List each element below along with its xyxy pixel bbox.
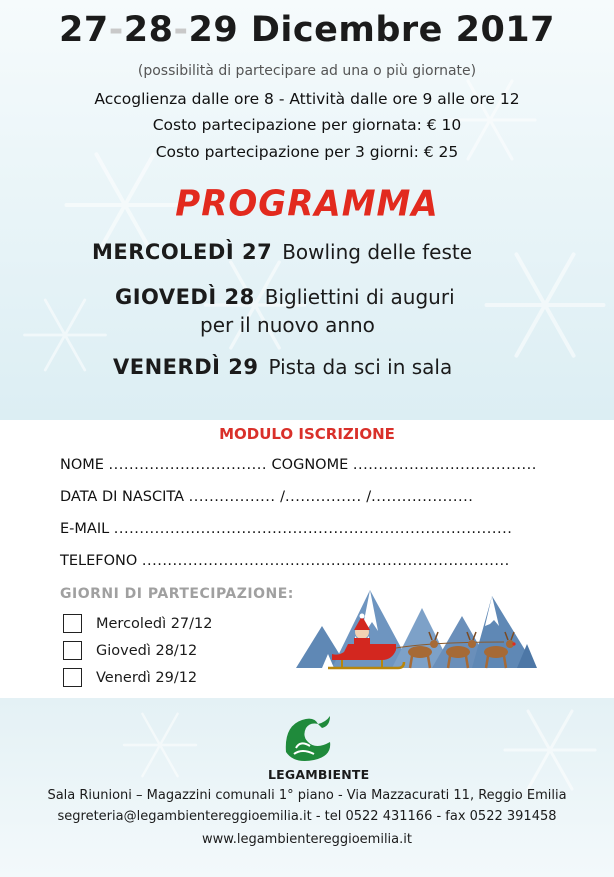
legambiente-swan-logo [280,712,336,764]
hours-info: Accoglienza dalle ore 8 - Attività dalle ore 9 alle ore 12 [94,90,520,108]
cost-three-days: Costo partecipazione per 3 giorni: € 25 [155,143,459,161]
date-dash: - [173,10,189,50]
email-field[interactable]: .............................................................................. [113,521,513,537]
day-option-giovedi[interactable] [63,641,197,660]
snowflake-icon [20,290,110,380]
birthdate-row [60,489,473,505]
website-link[interactable]: www.legambientereggioemilia.it [202,832,412,847]
program-title: PROGRAMMA [175,183,439,225]
cognome-field[interactable]: .................................... [352,457,537,473]
address-line: Sala Riunioni – Magazzini comunali 1° piano - Via Mazzacurati 11, Reggio Emilia [47,788,567,803]
nascita-label: DATA DI NASCITA [60,489,185,505]
telefono-label: TELEFONO [60,553,138,569]
checkbox-icon[interactable] [63,614,82,633]
date-day-1: 27 [58,10,109,50]
date-dash: - [108,10,124,50]
contacts-line[interactable]: segreteria@legambientereggioemilia.it - tel 0522 431166 - fax 0522 391458 [57,809,557,824]
day-option-mercoledi[interactable] [63,614,213,633]
program-day: VENERDÌ 29 [113,355,259,379]
program-day: GIOVEDÌ 28 [115,285,255,309]
program-activity: Bowling delle feste [282,240,473,264]
cost-per-day: Costo partecipazione per giornata: € 10 [152,116,462,134]
snowflake-icon [500,700,600,800]
day-option-label: Giovedì 28/12 [96,642,198,659]
subtitle: (possibilità di partecipare ad una o più giornate) [137,63,477,79]
nome-field[interactable]: ............................... [108,457,267,473]
date-day-2: 28 [123,10,174,50]
birth-year-field[interactable]: .................... [371,489,474,505]
checkbox-icon[interactable] [63,668,82,687]
program-item [115,285,455,309]
legambiente-logo [268,712,370,790]
days-label: GIORNI DI PARTECIPAZIONE: [60,586,294,602]
program-item [92,240,472,264]
nome-label: NOME [60,457,104,473]
day-option-label: Venerdì 29/12 [96,669,198,686]
program-activity-line2: per il nuovo anno [200,313,375,337]
name-row [60,457,537,473]
birth-month-field[interactable]: ............... [285,489,362,505]
day-option-venerdi[interactable] [63,668,197,687]
birth-day-field[interactable]: ................. [188,489,276,505]
snowflake-icon [480,240,610,370]
program-activity: Bigliettini di auguri [264,285,455,309]
program-activity: Pista da sci in sala [268,355,453,379]
event-dates [0,10,614,50]
program-day: MERCOLEDÌ 27 [92,240,273,264]
form-title: MODULO ISCRIZIONE [219,425,395,443]
santa-sleigh-illustration [292,586,542,686]
email-row [60,521,512,537]
telefono-field[interactable]: ........................................................................ [141,553,510,569]
date-slash: / [366,489,372,505]
day-option-label: Mercoledì 27/12 [96,615,213,632]
date-rest: 29 Dicembre 2017 [188,10,556,50]
org-name: LEGAMBIENTE [268,767,370,782]
snowflake-icon [120,705,200,785]
date-slash: / [280,489,286,505]
email-label: E-MAIL [60,521,110,537]
phone-row [60,553,510,569]
program-item [113,355,452,379]
checkbox-icon[interactable] [63,641,82,660]
cognome-label: COGNOME [271,457,349,473]
